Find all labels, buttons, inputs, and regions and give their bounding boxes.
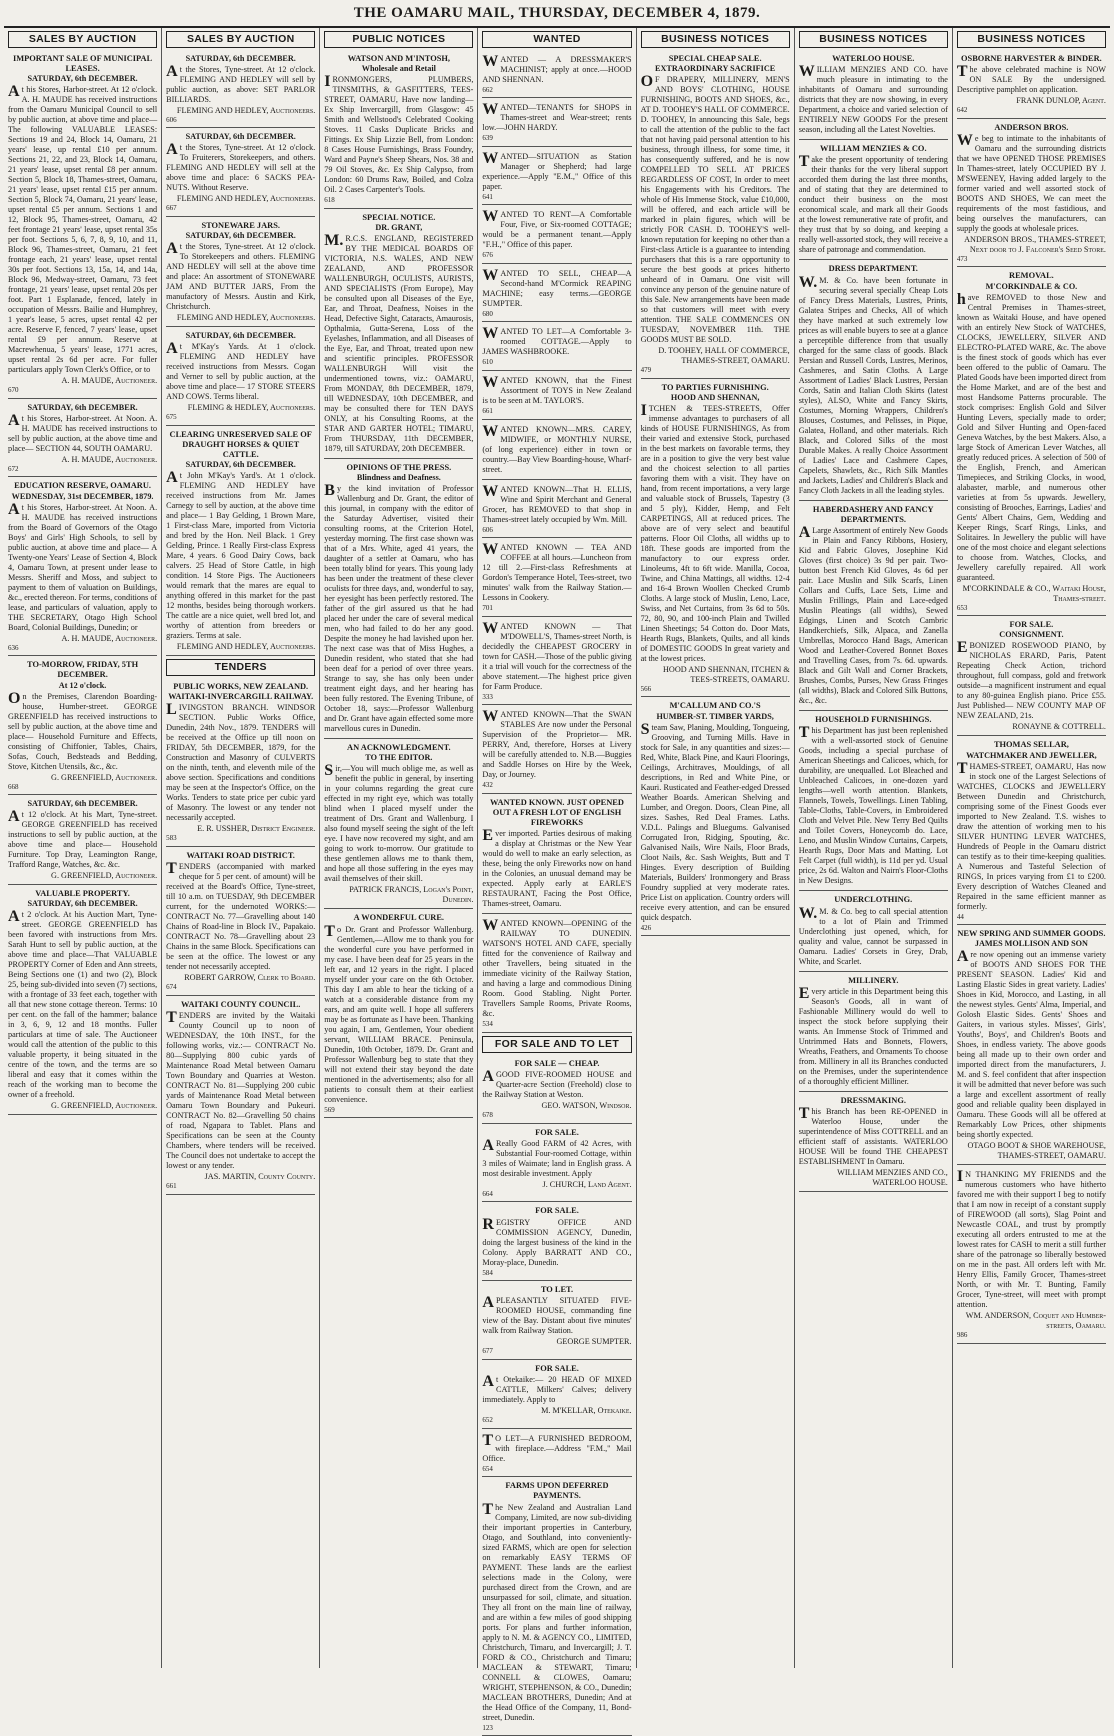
advertisement xyxy=(482,1362,631,1429)
advertisement xyxy=(166,998,315,1195)
ad-subheading: WAITAKI-INVERCARGILL RAILWAY. xyxy=(168,692,314,702)
ad-body: Steam Saw, Planing, Moulding, Tongueing, Grooving, and Turning Mills. Have in stock for Sale, in any quantities and sizes:— Red, White, Black Pine, and Kauri Floorings, Ceilings, Architraves, Mouldings, of all descriptions, in Red and White Pine, or Kauri. Rusticated and Feather-edged Dressed Weather Boards. American Shelving and Lumber, and Oregon. Doors, Clean Pine, all sizes. Sashes, Red Deal Frames. Laths. V.D.L. Palings and Bluegums. Galvanised Corrugated Iron, Ridging, Spouting, &c. Galvanised Nails, Wire Nails, Floor Brads, Cloot Nails, &c. Sash Weights, Butt and T Hinges. Every description of Building Materials, Builders' Ironmongery and Brass Foundry supplied at very moderate rates. Price List on application. Country orders will receive every attention, and can be ensured quick despatch. xyxy=(640,720,790,922)
ad-number: 44 xyxy=(956,912,964,921)
ad-subheading: At 12 o'clock. xyxy=(58,680,107,690)
ad-subheading: M'CORKINDALE & CO. xyxy=(985,281,1078,291)
ad-body: This Branch has been RE-OPENED in Waterloo House, under the superintendence of Miss COTTRELL and an efficient staff of assistants. WATERLOO HOUSE Will be found THE CHEAPEST ESTABLISHMENT In Oamaru. xyxy=(798,1105,948,1167)
ad-heading: HABERDASHERY AND FANCY DEPARTMENTS. xyxy=(812,504,934,524)
ad-number: 333 xyxy=(482,692,493,701)
ad-subheading: WEDNESDAY, 31st DECEMBER, 1879. xyxy=(11,491,154,501)
ad-body: WILLIAM MENZIES AND CO. have much pleasure in intimating to the inhabitants of Oamaru and surrounding districts that they are now showing, in every Department, a choice and varied selection of ENTIRELY NEW GOODS For the present season, including all the Latest Novelties. xyxy=(798,63,948,135)
ad-number: 654 xyxy=(482,1464,493,1473)
ad-subheading: SATURDAY, 6th DECEMBER. xyxy=(27,74,138,84)
ad-signature: WILLIAM MENZIES AND CO., WATERLOO HOUSE. xyxy=(837,1168,948,1188)
ad-heading: FARMS UPON DEFERRED PAYMENTS. xyxy=(505,1481,609,1501)
advertisement xyxy=(799,52,948,140)
ad-body: WANTED — A DRESSMAKER'S MACHINIST; apply at once.—HOOD AND SHENNAN. xyxy=(482,52,632,84)
ad-heading: HOUSEHOLD FURNISHINGS. xyxy=(815,715,932,725)
advertisement xyxy=(957,738,1106,925)
ad-number: 641 xyxy=(482,192,493,201)
advertisement xyxy=(166,849,315,996)
ad-signature: G. GREENFIELD, Auctioneer. xyxy=(51,1101,158,1111)
ad-subheading: SATURDAY, 6th DECEMBER. xyxy=(185,53,296,63)
ad-body: WANTED TO SELL, CHEAP—A Second-hand M'Cormick REAPING MACHINE; easy terms.—GEORGE SUMPTER. xyxy=(482,266,632,308)
ad-signature: HOOD AND SHENNAN, ITCHEN & TEES-STREETS, OAMARU. xyxy=(663,664,790,684)
ad-body: Every article in this Department being this Season's Goods, all in want of Fashionable Millinery would do well to inspect the stock before supplying their wants. An Immense Stock of Trimmed and Untrimmed Hats and Bonnets, Flowers, Wreaths, Feathers, and Ornaments To choose from. Millinery in all its Branches conducted on the Premises, under the superintendence of a thoroughly efficient Milliner. xyxy=(798,984,948,1086)
advertisement xyxy=(482,1431,631,1478)
ad-number: 642 xyxy=(956,106,968,115)
ad-number: 566 xyxy=(640,684,652,693)
advertisement xyxy=(482,540,631,617)
ad-body: ITCHEN & TEES-STREETS, Offer immense advantages to purchasers of all kinds of HOUSE FURNISHINGS, As from their varied and extensive Stock, purchased in the best markets on favorable terms, they are in a position to give the very best value and the choicest selection to all parties favoring them with a visit. They have on hand, from recent importations, a very large and valuable stock of Brussels, Tapestry (3 and 5 ply), Kidder, Hemp, and Felt CARPETINGS, All at reduced prices. The above are of very select and beautiful patterns. Floor Oil Cloths, all widths up to 18ft. These goods are imported from the manufactory to our express order. Linoleums, 4ft to 6ft wide. Manilla, Cocoa, Twine, and China Mattings, all widths. 12-4 and 16-4 Brown Woollen Checked Crumb Cloths. A large stock of Muslin, Leno, Lace, Swiss, and Net Curtains, from 3s 6d to 50s. 72, 80, 90, and 100-inch Plain and Twilled Linen Sheetings; 54 Cotton do. Door Mats, Hearth Rugs, Blankets, Quilts, and all kinds of DOMESTIC GOODS In great variety and at the lowest prices. xyxy=(640,401,790,663)
advertisement xyxy=(799,1094,948,1192)
advertisement xyxy=(799,262,948,500)
ad-number: 670 xyxy=(8,386,19,395)
ad-body: Sir,—You will much oblige me, as well as benefit the public in general, by inserting in your columns regarding the great cure effected in my right eye, which was totally blind when I placed myself under the treatment of Drs. Grant and Wallenburg. I also found myself seeing the sight of the left eye. I have now recovered my sight, and am going to work to-morrow. Our gratitude to these gentlemen allows me to thank them, and hope all those suffering in the eyes may avail themselves of their skill. xyxy=(324,762,474,884)
ad-body: IN THANKING MY FRIENDS and the numerous customers who have hitherto favored me with their support I beg to notify that I am now in receipt of a constant supply of FIREWOOD (all sorts), Slag Point and Newcastle COAL, and trust by promptly executing all orders entrusted to me at the lowest rates for CASH to merit a still further share of the patronage so liberally bestowed on me in the past. All orders left with Mr. Henry Ellis, Family Grocer, Thames-street North, or with Mr. T. Bunting, Family Grocer, Tyne-street, will meet with prompt attention. xyxy=(956,1168,1106,1310)
ad-number: 473 xyxy=(956,254,968,263)
ad-signature: GEO. WATSON, Windsor. xyxy=(541,1100,632,1110)
ad-number: 675 xyxy=(166,413,177,422)
advertisement xyxy=(8,479,157,656)
ad-subheading: SATURDAY, 6th DECEMBER. xyxy=(185,331,296,341)
ad-heading: STONEWARE JARS. xyxy=(201,220,280,230)
column-header: BUSINESS NOTICES xyxy=(957,31,1106,48)
ad-number: 639 xyxy=(482,134,493,143)
advertisement xyxy=(8,658,157,795)
ad-signature: ROBERT GARROW, Clerk to Board. xyxy=(184,973,316,983)
ad-body: By the kind invitation of Professor Wallenburg and Dr. Grant, the editor of this journal, in company with the editor of the Saturday Advertiser, visited their consulting rooms, at the Criterion Hotel, yesterday morning. The first case shown was that of a Mrs. White, aged 41 years, the daughter of a settler at Oamaru, who has been totally blind for years. This young lady has been under the treatment of these clever oculists for three days, and, wonderful to say, her eyesight has been perfectly restored. The father of the girl assured us that he had placed her under the care of several medical men, who had failed to do her any good. Despite the money he had lavished upon her. The next case was that of Miss Hughes, a Dunedin resident, who stated that she had been deaf for a period of over three years. Strange to say, she has only been under treatment eight days, and her hearing has been fully restored. The Evening Tribune, of October 18, says:—Professor Wallenburg and Dr. Grant have again effected some more marvellous cures in Dunedin. xyxy=(324,482,474,734)
advertisement xyxy=(324,211,473,459)
ad-heading: OSBORNE HARVESTER & BINDER. xyxy=(961,53,1102,63)
advertisement xyxy=(166,680,315,847)
ad-subheading: Wholesale and Retail xyxy=(361,64,436,74)
ad-number: 678 xyxy=(482,1110,493,1119)
advertisement xyxy=(957,618,1106,736)
advertisement xyxy=(166,130,315,217)
advertisement xyxy=(482,1057,631,1124)
ad-heading: EDUCATION RESERVE, OAMARU. xyxy=(14,481,151,491)
advertisement xyxy=(324,911,473,1118)
ad-heading: AN ACKNOWLEDGMENT. xyxy=(347,743,451,753)
ad-body: This Department has just been replenished with a well-assorted stock of Genuine Goods, including a special purchase of American Sheetings and Calicoes, which, for durability, are unequalled. Lot Bleached and Unbleached Calicoes, in one-dozen yard lengths—well worth attention. Blankets, Flannels, Towels, Towellings. Linen Tabling, Table-Cloths, Table-Covers, in Embroidered Cloth and Velvet Pile. New Terry Bed Quilts and Toilet Covers, Honeycomb do. Lace, Leno, and Muslin Window Curtains, Carpets, Hearth Rugs, Door Mats and Matting. Lot Felt Carpet (full width), is 11d per yd. Usual price, 2s 6d. Walton and Nairn's Floor-Cloths in New Designs. xyxy=(798,724,948,886)
advertisement xyxy=(957,927,1106,1165)
ad-body: W.M. & Co. beg to call special attention to a lot of Plain and Trimmed Underclothing just opened, which, for quality and value, cannot be surpassed in Oamaru. Ladies' Corsets in Grey, Drab, White, and Scarlet. xyxy=(798,904,948,966)
advertisement xyxy=(799,503,948,712)
ad-number: 583 xyxy=(166,834,177,843)
columns xyxy=(4,28,1110,1732)
ad-heading: WANTED KNOWN. JUST OPENED OUT A FRESH LOT OF ENGLISH FIREWORKS xyxy=(490,797,624,828)
ad-body: At the Stores, Tyne-street. At 12 o'clock. To Fruiterers, Storekeepers, and others. FLEMING AND HEDLEY will sell at the above time and place: 6 SACKS PEA-NUTS. Without Reserve. xyxy=(166,141,316,193)
ad-heading: SPECIAL NOTICE. xyxy=(362,212,436,222)
advertisement xyxy=(482,916,631,1033)
ad-number: 584 xyxy=(482,1268,493,1277)
ad-body: WANTED—TENANTS for SHOPS in Thames-street and Wear-street; rents low.—JOHN HARDY. xyxy=(482,101,632,133)
column-header: BUSINESS NOTICES xyxy=(799,31,948,48)
ad-heading: FOR SALE — CHEAP. xyxy=(514,1058,600,1068)
ad-number: 668 xyxy=(8,782,19,791)
ad-heading: FOR SALE. xyxy=(535,1363,579,1373)
column-3 xyxy=(320,28,478,1668)
advertisement xyxy=(482,266,631,323)
ad-number: 636 xyxy=(8,643,19,652)
ad-signature: FLEMING AND HEDLEY, Auctioneers. xyxy=(176,313,316,323)
ad-heading: ANDERSON BROS. xyxy=(994,122,1069,132)
advertisement xyxy=(8,887,157,1115)
ad-heading: CLEARING UNRESERVED SALE OF DRAUGHT HORSES & QUIET CATTLE. xyxy=(169,429,312,460)
ad-body: W.M. & Co. have been fortunate in securing several specially Cheap Lots of Fancy Dress Materials, Lustres, Prints, Galatea Stripes and Checks, All of which they have marked at such extremely low prices as will enable buyers to see at a glance a perceptible difference from that usually charged for the same class of goods. Black Persian and Russell Cords, Lustres, Merinos, Cashmeres, and Satin Cloths. A Large Assortment of Ladies' Black Lustres, Persian Cords, Satin and Italian Cloth Skirts (latest styles), ALSO, White and Fancy Skirts, Costumes, Morning Wrappers, Children's Blouses, Costumes, and Pelisses, in Pique, Galatea, Holland, and other materials. Rich Black, and Colored Silks of the most Durable Makes. A really Choice Assortment of Ladies' Lace and Cashmere Capes, Capelets, Shawlets, &c., Rich Silk Mantles and Jackets, Ladies' and Children's Black and Fancy Cloth Jackets in all the leading styles. xyxy=(798,273,948,495)
column-header: SALES BY AUCTION xyxy=(8,31,157,48)
ad-number: 661 xyxy=(482,406,493,415)
ad-signature: M. M'KELLAR, Otekaike. xyxy=(541,1406,632,1416)
ad-subheading: WATCHMAKER AND JEWELLER, xyxy=(966,750,1097,760)
ad-number: 661 xyxy=(166,1182,177,1190)
advertisement xyxy=(957,1167,1106,1344)
advertisement xyxy=(957,52,1106,119)
advertisement xyxy=(8,797,157,885)
ad-number: 606 xyxy=(482,525,493,534)
ad-heading: WAITAKI ROAD DISTRICT. xyxy=(186,850,295,860)
advertisement xyxy=(166,329,315,426)
advertisement xyxy=(482,619,631,706)
ad-body: WANTED TO LET—A Comfortable 3-roomed COTTAGE.—Apply to JAMES WASHBROOKE. xyxy=(482,325,632,357)
advertisement xyxy=(799,713,948,891)
ad-subheading: Blindness and Deafness. xyxy=(356,473,441,483)
ad-number: 123 xyxy=(482,1723,493,1732)
advertisement xyxy=(166,52,315,129)
ad-body: At his Stores, Harbor-street. At 12 o'clock. A. H. MAUDE has received instructions from the Oamaru Municipal Council to sell by public auction, at above time and place—The following VALUABLE LEASES: Sections 19 and 24, Block 14, Oamaru, 21 years' lease, up rental £10 per annum. Sections 21, 22, and 23, Block 14, Oamaru, 21 years' lease, upset rental £8 per annum. Section 5, Block 18, Thames-street, Oamaru, 21 years' lease, upset rental £15 per annum. Section 5, Block 74, Oamaru, 21 years' lease, upset rental £5 per annum. Sections 1 and 12, Block 95, Thames-street, Oamaru, 42 feet frontage 21 years' lease, upset rental 35s per foot. Sections 5, 6, 7, 8, 9, 10, and 11, Block 96, Thames-street, Oamaru, 21 feet frontage each, 21 years' lease, upset rental 30s per foot. Sections 13, 15a, 14, and 14a, Block 96, Medway-street, Oamaru, 73 feet frontage, 21 years' lease, upset rental 20s per foot. Part 1 Esplanade, fenced, lately in occupation of Messrs. Bailie and Humphrey, 1 year's lease, 5 acres, upset rental 42 per acre. Reserve F, fenced, 7 years' lease, upset rental £9 per annum. Reserve at Macrewhenua, 5 years' lease, 1771 acres, upset rental 2s 6d per acre. For fuller particulars apply Town Clerk's Office, or to xyxy=(8,83,158,375)
column-6 xyxy=(795,28,953,1668)
ad-heading: SPECIAL CHEAP SALE. xyxy=(668,53,762,63)
ad-body: At the Stores, Tyne-street. At 12 o'clock. To Storekeepers and others. FLEMING AND HEDLEY will sell at the above time and place: An assortment of STONEWARE JAM AND BUTTER JARS, From the manufactory of Messrs. Austin and Kirk, Christchurch. xyxy=(166,240,316,312)
ad-body: At 12 o'clock. At his Mart, Tyne-street. GEORGE GREENFIELD has received instructions to sell by public auction, at the above time and place— Household Furniture. Top Dray, Leamington Range, Trafford Range, Watches, &c. &c. xyxy=(8,808,158,870)
advertisement xyxy=(482,1126,631,1203)
masthead: THE OAMARU MAIL, THURSDAY, DECEMBER 4, 1879. xyxy=(4,0,1110,28)
ad-number: 426 xyxy=(640,923,652,932)
ad-subheading: EXTRAORDINARY SACRIFICE xyxy=(655,64,776,74)
advertisement xyxy=(641,52,790,379)
ad-heading: FOR SALE. xyxy=(1009,620,1054,630)
ad-body: Are now opening out an immense variety of BOOTS AND SHOES FOR THE PRESENT SEASON. Ladies' Kid and Lasting Elastic Sides in great variety. Ladies' Shoes in Kid, Morocco, and Lasting, in all the newest styles. Gents' Alma, Imperial, and Golosh Elastic Sides. Gents' Shoes and Gaiters, in various styles. Misses', Girls', Youths', Boys', and Children's Boots and Shoes, in endless variety. The above goods being all made up to their own order and imported direct from the manufacturers, J. M. and S. feel confident that after inspection it will be admitted that never before was such a large and excellent assortment of really good and reliable quality been displayed in Oamaru. These Goods will all be offered at Remarkably Low Prices, other shipments being shortly expected. xyxy=(956,948,1106,1140)
ad-signature: FRANK DUNLOP, Agent. xyxy=(1016,96,1106,106)
ad-signature: FLEMING AND HEDLEY, Auctioneers. xyxy=(176,194,316,204)
column-header: SALES BY AUCTION xyxy=(166,31,315,48)
advertisement xyxy=(482,1479,631,1736)
ad-signature: A. H. MAUDE, Auctioneer. xyxy=(61,454,158,464)
ad-subheading: SATURDAY, 6th DECEMBER. xyxy=(185,132,296,142)
ad-heading: DRESS DEPARTMENT. xyxy=(828,264,918,274)
ad-heading: PUBLIC WORKS, NEW ZEALAND. xyxy=(173,682,309,692)
advertisement xyxy=(482,707,631,794)
column-4 xyxy=(478,28,636,1732)
ad-body: AGOOD FIVE-ROOMED HOUSE and Quarter-acre Section (Freehold) close to the Railway Station at Weston. xyxy=(482,1067,632,1099)
ad-number: 680 xyxy=(482,309,493,318)
advertisement xyxy=(482,1204,631,1281)
column-header-secondary: FOR SALE AND TO LET xyxy=(482,1036,631,1053)
ad-body: We beg to intimate to the inhabitants of Oamaru and the surrounding districts that we have OPENED THOSE PREMISES In Thames-street, lately OCCUPIED BY J. M'SWEENEY, Having added largely to the former varied and well assorted stock of BOOTS AND SHOES, We can meet the requirements of the most fastidious, and being ourselves the manufacturers, can supply the goods at wholesale prices. xyxy=(956,131,1106,233)
ad-heading: WILLIAM MENZIES & CO. xyxy=(819,144,927,154)
ad-number: 677 xyxy=(482,1347,493,1356)
ad-signature: PATRICK FRANCIS, Logan's Point, Dunedin. xyxy=(349,885,474,905)
ad-subheading: CONSIGNMENT. xyxy=(999,630,1064,640)
ad-heading: A WONDERFUL CURE. xyxy=(353,913,445,923)
advertisement xyxy=(482,52,631,99)
ad-heading: NEW SPRING AND SUMMER GOODS. xyxy=(957,929,1106,939)
column-header-secondary: TENDERS xyxy=(166,659,315,676)
ad-body: At M'Kay's Yards. At 1 o'clock. FLEMING AND HEDLEY have received instructions from Messrs. Cogan and Verner to sell by public auction, at the above time and place— 17 STORE STEERS AND COWS. Terms liberal. xyxy=(166,340,316,402)
ad-body: The above celebrated machine is NOW ON SALE By the undersigned. Descriptive pamphlet on application. xyxy=(956,63,1106,95)
ad-body: ALarge Assortment of entirely New Goods in Plain and Fancy Ribbons, Hosiery, Kid and Fabric Gloves, Josephine Kid Gloves (first choice) 3s 9d per pair. Two-button best French Kid Gloves, 4s 6d per pair. Lace Muslin and Silk Scarfs, Linen Collars and Cuffs, Lace Sets, Lime and Muslin Frillings, Plain and Lace-edged Muslin Pleatings (all widths), Sewed Edgings, Linen and Scotch Cambric Handkerchiefs, Silk, Alpaca, and Zanella Umbrellas, Morocco Hand Bags, American Wood and Leather-Covered Bonnet Boxes and Travelling Cases, from 7s. 6d. upwards. Black and Gilt Wall and Corner Brackets, Brushes, Combs, Purses, New Grass Fringes (all widths), Black and Colored Silk Buttons, &c., &c. xyxy=(798,524,948,706)
ad-signature: OTAGO BOOT & SHOE WAREHOUSE, THAMES-STREET, OAMARU. xyxy=(967,1141,1106,1161)
ad-number: 986 xyxy=(956,1331,968,1340)
ad-body: On the Premises, Clarendon Boarding-house, Humber-street. GEORGE GREENFIELD has received instructions to sell by public auction, at the above time and place— Household Furniture and Effects, consisting of Chiffonier, Tables, Chairs, Sofas, Couch, Bedsteads and Bedding, Stove, Kitchen Utensils, &c., &c. xyxy=(8,689,158,771)
column-1 xyxy=(4,28,162,1668)
ad-body: EBONIZED ROSEWOOD PIANO, by NICHOLAS ERARD, Paris, Patent Repeating Check Action, trichord throughout, full compass, gold and fretwork outside—a magnificent instrument and equal to any 80-guinea English piano. Price £55. Just Published— NEW COUNTY MAP OF NEW ZEALAND, 21s. xyxy=(956,639,1106,721)
advertisement xyxy=(482,422,631,480)
ad-number: 606 xyxy=(166,115,177,124)
ad-heading: WATSON AND M'INTOSH, xyxy=(347,53,450,63)
ad-body: At John M'Kay's Yard's. At 1 o'clock. FLEMING AND HEDLEY have received instructions from Mr. James Carnegy to sell by auction, at the above time and place— 1 Bay Gelding, 1 Brown Mare, 1 First-class Mare, imported from Victoria and bred by the Hon. Neil Black. 1 Grey Gelding, Prince. 1 Really First-class Express Mare, 4 years. 6 Good Dairy Cows, back calvers. 25 Head of Store Cattle, in high condition. 14 Store Pigs. The Auctioneers would remark that the mares are equal to anything offered in this market for the past 12 months, besides being thorough workers. The cattle are a nice quiet, well bred lot, and worthy of attention from breeders or graziers. Terms at sale. xyxy=(166,469,316,641)
advertisement xyxy=(482,324,631,371)
ad-signature: FLEMING AND HEDLEY, Auctioneers. xyxy=(176,105,316,115)
ad-number: 534 xyxy=(482,1020,493,1029)
advertisement xyxy=(957,269,1106,616)
ad-heading: UNDERCLOTHING. xyxy=(834,895,913,905)
ad-heading: TO LET. xyxy=(540,1285,574,1295)
column-5 xyxy=(637,28,795,1668)
ad-subheading: JAMES MOLLISON AND SON xyxy=(974,939,1088,949)
column-2 xyxy=(162,28,320,1668)
ad-body: At 2 o'clock. At his Auction Mart, Tyne-street. GEORGE GREENFIELD has been favored with instructions from Mrs. Sarah Hunt to sell by public auction, at the above time and place—That VALUABLE PROPERTY Corner of Eden and Ann streets, Being Sections one (1) and two (2), Block 25, being sub-divided into seven (7) sections, with a frontage of 33 feet each, together with all that new stone cottage thereon. Terms: 10 per cent. on the fall of the hammer; balance in 3, 6, 9, 12 and 18 months. Fuller particulars at time of sale. The Auctioneer would call the attention of the public to this valuable property, it being situated in the centre of the town, and the terms are so liberal and easy that it comes within the reach of the working man to become the owner of a freehold. xyxy=(8,908,158,1100)
ad-subheading: HUMBER-ST. TIMBER YARDS, xyxy=(656,711,774,721)
ad-heading: DRESSMAKING. xyxy=(840,1095,906,1105)
ad-heading: MILLINERY. xyxy=(848,975,899,985)
ad-subheading: SATURDAY, 6th DECEMBER. xyxy=(185,231,296,241)
ad-number: 479 xyxy=(640,366,652,375)
ad-body: IRONMONGERS, PLUMBERS, TINSMITHS, & GASFITTERS, TEES-STREET, OAMARU, Have now landing— Ex Ship Invercargill, from Glasgow: 45 Smith and Wellstood's Celebrated Cooking Stoves. 11 Casks Duplicate Bricks and Fittings. Ex Ship Lizzie Bell, from London: 8 Cases House Furnishings, Brass Foundry, Ward and Payne's Sheep Shears, Nos. 38 and 79 Oil Stoves, &c. Ex Ship Calypso, from London: 60 Drums Raw, Boiled, and Colza Oil. 2 Cases Carpenter's Tools. xyxy=(324,73,474,195)
ad-body: Ever imported. Parties desirous of making a display at Christmas or the New Year would do well to make an early selection, as these, being the only Fireworks now on hand in the Colonies, an unusual demand may be expected. Apply early at EARLE'S RESTAURANT, Facing the Post Office, Thames-street, Oamaru. xyxy=(482,827,632,909)
ad-signature: WM. ANDERSON, Coquet and Humber-streets, Oamaru. xyxy=(965,1311,1106,1331)
advertisement xyxy=(957,121,1106,268)
advertisement xyxy=(482,100,631,147)
ad-body: LIVINGSTON BRANCH. WINDSOR SECTION. Public Works Office, Dunedin, 24th Nov., 1879. TENDERS will be received at the Office up till noon on FRIDAY, 5th DECEMBER, 1879, for the Construction and Masonry of CULVERTS on the ninth, tenth, and eleventh mile of the above section. Specifications and conditions may be seen at the Inspector's Office, on the Works. Tenders to state price per cubic yard of Masonry. The lowest or any tender not necessarily accepted. xyxy=(166,701,316,823)
ad-body: WANTED KNOWN, that the Finest Assortment of TOYS in New Zealand is to be seen at M. TAYLOR'S. xyxy=(482,373,632,405)
ad-body: TENDERS are invited by the Waitaki County Council up to noon of WEDNESDAY, the 10th INST., for the following works, viz.:— CONTRACT No. 80—Supplying 800 cubic yards of Maintenance Road Metal between Oamaru Town Boundary and Quarries at Weston. CONTRACT No. 81—Supplying 200 cubic yards of Maintenance Road Metal between Oamaru Town Boundary and Pukeuri. CONTRACT No. 82—Gravelling 50 chains of road, Ngapara to Tablet. Plans and Specifications can be seen at the County Chambers, where tenders will be received. The Council does not undertake to accept the lowest or any tender. xyxy=(166,1009,316,1170)
ad-number: 672 xyxy=(8,464,19,473)
advertisement xyxy=(641,699,790,936)
ad-number: 432 xyxy=(482,781,493,790)
ad-number: 662 xyxy=(482,85,493,94)
advertisement xyxy=(799,893,948,971)
column-header: BUSINESS NOTICES xyxy=(641,31,790,48)
advertisement xyxy=(8,52,157,399)
ad-body: At Otekaike:— 20 HEAD OF MIXED CATTLE, Milkers' Calves; delivery immediately. Apply to xyxy=(482,1373,632,1405)
advertisement xyxy=(324,52,473,209)
ad-subheading: SATURDAY, 6th DECEMBER. xyxy=(27,402,138,412)
advertisement xyxy=(324,461,473,739)
ad-heading: IMPORTANT SALE OF MUNICIPAL LEASES. xyxy=(12,53,153,74)
ad-signature: M'CORKINDALE & CO., Waitaki House, Thames-street. xyxy=(962,583,1106,603)
ad-signature: E. R. USSHER, District Engineer. xyxy=(197,824,316,834)
ad-body: WANTED KNOWN—MRS. CAREY, MIDWIFE, or MONTHLY NURSE, (of long experience) either in town or country.—Bay View Boarding-house, Wharf-street. xyxy=(482,422,632,474)
advertisement xyxy=(8,401,157,478)
column-header: WANTED xyxy=(482,31,631,48)
ad-body: At the Stores, Tyne-street. At 12 o'clock. FLEMING AND HEDLEY will sell by public auction, as above: SET PARLOR BILLIARDS. xyxy=(166,62,316,104)
ad-body: THAMES-STREET, OAMARU, Has now in stock one of the Largest Selections of WATCHES, CLOCKS and JEWELLERY Between Dunedin and Christchurch, comprising some of the Finest Goods ever imported to New Zealand. T.S. wishes to draw the attention of working men to his SILVER HUNTING LEVER WATCHES, Hundreds of People in the Oamaru district can testify as to their time-keeping qualities. A Numerous and Tasteful Selection of RINGS, In prices varying from £1 to £200. Every description of Watches Cleaned and Repaired in the same efficient manner as formerly. xyxy=(956,759,1106,911)
ad-signature: G. GREENFIELD, Auctioneer. xyxy=(51,772,158,782)
ad-heading: OPINIONS OF THE PRESS. xyxy=(346,462,452,472)
ad-subheading: HOOD AND SHENNAN, xyxy=(670,392,760,402)
advertisement xyxy=(641,381,790,698)
ad-heading: REMOVAL. xyxy=(1009,271,1054,281)
ad-number: 569 xyxy=(324,1105,335,1114)
advertisement xyxy=(482,207,631,264)
column-7 xyxy=(953,28,1110,1668)
ad-signature: D. TOOHEY, HALL OF COMMERCE, THAMES-STREET, OAMARU. xyxy=(658,346,790,366)
advertisement xyxy=(482,373,631,420)
ad-body: Take the present opportunity of tendering their thanks for the very liberal support accorded them during the last three months, and of stating that they are determined to conduct their business on the most economical scale, and mark all their Goods at the lowest remunerative rate of profit, and they trust that by so doing, and keeping a really well-assorted stock, they will receive a share of patronage and commendation. xyxy=(798,153,948,255)
advertisement xyxy=(799,974,948,1092)
ad-body: To Dr. Grant and Professor Wallenburg. Gentlemen,—Allow me to thank you for the wonderful cure you have performed in my case. I have been deaf for 25 years in the left ear, and 12 years in the right. I placed myself under your care on the 6th October. This day I am able to hear the ticking of a watch at a considerable distance from my ears, and am quite well. I hope all sufferers may be as fortunate as I have been. Thanking you again, I am, Gentlemen, Your obedient servant, WILLIAM BRACE. Peninsula, Dunedin, 10th October, 1879. Dr. Grant and Professor Wallenburg beg to state that they will not extend their stay beyond the date mentioned in the advertisements; also for all patients to consult them at their earliest convenience. xyxy=(324,922,474,1104)
ad-signature: RONAYNE & COTTRELL. xyxy=(1012,722,1106,732)
ad-body: REGISTRY OFFICE AND COMMISSION AGENCY, Dunedin, doing the largest business of the kind in the Colony. Apply BARRATT AND CO., Moray-place, Dunedin. xyxy=(482,1215,632,1267)
ad-heading: TO PARTIES FURNISHING. xyxy=(661,382,769,392)
ad-signature: FLEMING AND HEDLEY, Auctioneers. xyxy=(176,642,316,652)
ad-number: 676 xyxy=(482,251,493,260)
ad-body: M.R.C.S. ENGLAND, REGISTERED BY THE MEDICAL BOARDS OF VICTORIA, N.S. WALES, AND NEW ZEALAND, AND PROFESSOR WALLENBURGH, OCULISTS, AURISTS, AND SPECIALISTS (From Europe), May be consulted upon all Diseases of the Eye, Ear, and Throat, Deafness, Noises in the Head, Defective Sight, Cataracts, Amaurosis, Opthalmia, Gutta-Serena, Loss of the Eyelashes, Inflammation, and all Diseases of the Eye, Ear, and Throat, treated upon new and scientific principles. PROFESSOR WALLENBURGH Will visit the undermentioned towns, viz.: OAMARU, From MONDAY, 8th DECEMBER, 1879, till WEDNESDAY, 10th DECEMBER, and may be consulted there for TEN DAYS ONLY, at his Consulting Rooms, at the STAR AND GARTER HOTEL; TIMARU, From THURSDAY, 11th DECEMBER, 1879, till SATURDAY, 20th DECEMBER. xyxy=(324,231,474,453)
ad-body: WANTED KNOWN—OPENING of the RAILWAY TO DUNEDIN. WATSON'S HOTEL AND CAFE, specially fitted for the convenience of Railway and other Travellers, being situated in the immediate vicinity of the Railway Station, and having a large and commodious Dining Room. Good Stabling. Night Porter. Travellers Sample Rooms, Private Rooms, &c. xyxy=(482,917,632,1019)
ad-subheading: SATURDAY, 6th DECEMBER. xyxy=(27,899,138,909)
ad-number: 618 xyxy=(324,196,335,205)
ad-heading: FOR SALE. xyxy=(535,1127,579,1137)
ad-heading: FOR SALE. xyxy=(535,1206,579,1216)
ad-body: WANTED KNOWN — TEA AND COFFEE at all hours.—Luncheon from 12 till 2.—First-class Refreshments at Gordon's Temperance Hotel, Tees-street, two minutes' walk from the Railway Station.—Lessons in Cookery. xyxy=(482,541,632,603)
ad-heading: WAITAKI COUNTY COUNCIL. xyxy=(181,999,301,1009)
ad-heading: VALUABLE PROPERTY. xyxy=(35,889,130,899)
ad-body: OF DRAPERY, MILLINERY, MEN'S AND BOYS' CLOTHING, HOUSE FURNISHING, BOOTS AND SHOES, &c., AT D. TOOHEY'S HALL OF COMMERCE. D. TOOHEY, In announcing this Sale, begs to call the attention of the public to the fact that not having paid personal attention to his business, through illness, for some time, it has consequently suffered, and he is now COMPELLED TO SELL AT PRICES REGARDLESS OF COST, In order to meet his Engagements with his Creditors. The whole of His Immense Stock, value £10,000, will be offered, and each article will be marked in plain figures, which will be strictly FOR CASH. D. TOOHEY'S well-known reputation for keeping no other than a First-class Article is a guarantee to intending purchasers that this is a rare opportunity to secure the best goods at prices hitherto unheard of in Oamaru. One visit will convince any person of the genuine nature of this Sale. New arrangements have been made so that customers will meet with every attention. THE SALE COMMENCES ON TUESDAY, NOVEMBER 11th. THE GOODS MUST BE SOLD. xyxy=(640,73,790,345)
ad-heading: WATERLOO HOUSE. xyxy=(832,53,915,63)
ad-body: TENDERS (accompanied with marked cheque for 5 per cent. of amount) will be received at the Board's Office, Tyne-street, till 10 a.m. on TUESDAY, 9th DECEMBER current, for the undernoted WORKS:— CONTRACT No. 77—Gravelling about 140 Chains of Road-line in Block IV., Papakaio. CONTRACT No. 78—Gravelling about 23 Chains in the same Block. Specifications can be seen at the office. The lowest or any tender not necessarily accepted. xyxy=(166,860,316,972)
ad-subheading: SATURDAY, 6th DECEMBER. xyxy=(185,460,296,470)
ad-subheading: SATURDAY, 6th DECEMBER. xyxy=(27,799,138,809)
ad-number: 652 xyxy=(482,1416,493,1425)
ad-subheading: TO THE EDITOR. xyxy=(365,753,433,763)
ad-signature: JAS. MARTIN, County County. xyxy=(204,1172,316,1181)
ad-body: APLEASANTLY SITUATED FIVE-ROOMED HOUSE, commanding fine view of the Bay. Distant about five minutes' walk from Railway Station. xyxy=(482,1294,632,1336)
advertisement xyxy=(166,219,315,327)
ad-body: WANTED KNOWN—That H. ELLIS, Wine and Spirit Merchant and General Grocer, has REMOVED to that shop in Thames-street lately occupied by Wm. Mill. xyxy=(482,482,632,524)
ad-body: TO LET—A FURNISHED BEDROOM, with fireplace.—Address "F.M.," Mail Office. xyxy=(482,1431,632,1463)
ad-number: 653 xyxy=(956,603,968,612)
advertisement xyxy=(799,142,948,260)
ad-number: 667 xyxy=(166,204,177,213)
ad-body: WANTED KNOWN — That M'DOWELL'S, Thames-street North, is decidedly the CHEAPEST GROCERY in town for CASH.—Those of the public giving it a trial will vouch for the correctness of the above statement.—The highest price given for Farm Produce. xyxy=(482,619,632,691)
advertisement xyxy=(482,1283,631,1360)
ad-subheading: DR. GRANT, xyxy=(375,222,423,232)
ad-number: 610 xyxy=(482,358,493,367)
ad-signature: A. H. MAUDE, Auctioneer. xyxy=(61,633,158,643)
ad-heading: TO-MORROW, FRIDAY, 5TH DECEMBER. xyxy=(27,660,139,680)
ad-number: 664 xyxy=(482,1189,493,1198)
ad-body: WANTED KNOWN—That the SWAN STABLES Are now under the Personal Supervision of the Proprietor— MR. PERRY, And, therefore, Horses at Livery will be carefully attended to. N.B.—Buggies and Saddle Horses on Hire by the Week, Day, or Journey. xyxy=(482,708,632,780)
column-header: PUBLIC NOTICES xyxy=(324,31,473,48)
ad-signature: J. CHURCH, Land Agent. xyxy=(542,1179,632,1189)
advertisement xyxy=(324,741,473,909)
ad-heading: THOMAS SELLAR, xyxy=(993,740,1069,750)
ad-body: The New Zealand and Australian Land Company, Limited, are now sub-dividing their important properties in Canterbury, Otago, and Southland, into conveniently-sized FARMS, which are open for selection on remarkably EASY TERMS OF PAYMENT. These lands are the earliest selections made in the Colony, were purchased direct from the Crown, and are unsurpassed for soil, climate, and situation. They all front on the main line of railway, and are within a few miles of good shipping ports. For plans and further information, apply to N. M. & AGENCY CO., LIMITED, Christchurch, Timaru, and Invercargill; J. T. FORD & CO., Christchurch and Timaru; MACLEAN & STEWART, Timaru; CONNELL & CLOWES, Oamaru; WRIGHT, STEPHENSON, & CO., Dunedin; MACLEAN BROTHERS, Dunedin; And at the Head Office of the Company, 11, Bond-street, Dunedin. xyxy=(482,1500,632,1722)
ad-number: 674 xyxy=(166,983,177,992)
ad-signature: GEORGE SUMPTER. xyxy=(556,1337,632,1347)
ad-signature: A. H. MAUDE, Auctioneer. xyxy=(61,376,158,386)
ad-body: At his Stores, Harbor-street. At Noon. A. H. MAUDE has received instructions to sell by public auction, at the above time and place— SECTION 44, SOUTH OAMARU. xyxy=(8,411,158,453)
ad-signature: G. GREENFIELD, Auctioneer. xyxy=(51,871,158,881)
ad-heading: M'CALLUM AND CO.'S xyxy=(669,701,761,711)
ad-body: At his Stores, Harbor-street. At Noon. A. H. MAUDE has received instructions from the Board of Governors of the Otago Boys' and Girls' High Schools, to sell by public auction, at above time and place— A Twenty-one Years' Lease of Section 4, Block 4, Oamaru Town, at present under lease to Messrs. Sheriff and Moss, and subject to payment to them of valuation on Buildings, &c., erected thereon. For terms, conditions of lease, and particulars of valuation, apply to THE SECRETARY, Otago High School Board, Colonial Buildings, Dunedin; or xyxy=(8,500,158,632)
ad-body: have REMOVED to those New and Central Premises in Thames-street, known as Waitaki House, and have opened with an entirely New Stock of WATCHES, CLOCKS, JEWELLERY, SILVER AND ELECTRO-PLATED WARE, &c. The above is the finest stock of goods which has ever been offered to the public of Oamaru. The Plated Goods have been imported direct from the Home Market, and are of the best and most Handsome Patterns procurable. The stock comprises: English Gold and Silver Hunting Levers, specially made to order; Gold and Silver Hunting and Open-faced Geneva Watches, by the best Makers. Also, a large Stock of American Lever Watches, all greatly reduced prices. A selection of 500 of the English, French, and American Timepieces, and Striking Clocks, in wood, alabaster, marble, and numerous other varieties at from 5s upwards. Jewellery, consisting of Brooches, Earrings, Ladies' and Gents' Albert Chains, Gem, Wedding and Keeper Rings, Scarf Rings, Links, and Solitaires. In Jewellery the public will have one of the most choice and elegant selections to choose from. Watches, Clocks, and Jewellery carefully repaired. All work guaranteed. xyxy=(956,290,1106,582)
ad-body: WANTED—SITUATION as Station Manager or Shepherd; had large experience.—Apply "E.M.," Office of this paper. xyxy=(482,149,632,191)
ad-signature: ANDERSON BROS., THAMES-STREET, Next door to J. Falconer's Seed Store. xyxy=(964,234,1106,254)
ad-body: WANTED TO RENT—A Comfortable Four, Five, or Six-roomed COTTAGE; would be a permanent tenant.—Apply "F.H.," Office of this paper. xyxy=(482,208,632,250)
advertisement xyxy=(482,482,631,539)
ad-body: AReally Good FARM of 42 Acres, with Substantial Four-roomed Cottage, within 3 miles of Waimate; land in English grass. A most desirable investment. Apply xyxy=(482,1136,632,1178)
advertisement xyxy=(166,428,315,657)
advertisement xyxy=(482,149,631,206)
advertisement xyxy=(482,796,631,915)
ad-number: 701 xyxy=(482,604,493,613)
ad-signature: FLEMING & HEDLEY, Auctioneers. xyxy=(187,403,316,413)
